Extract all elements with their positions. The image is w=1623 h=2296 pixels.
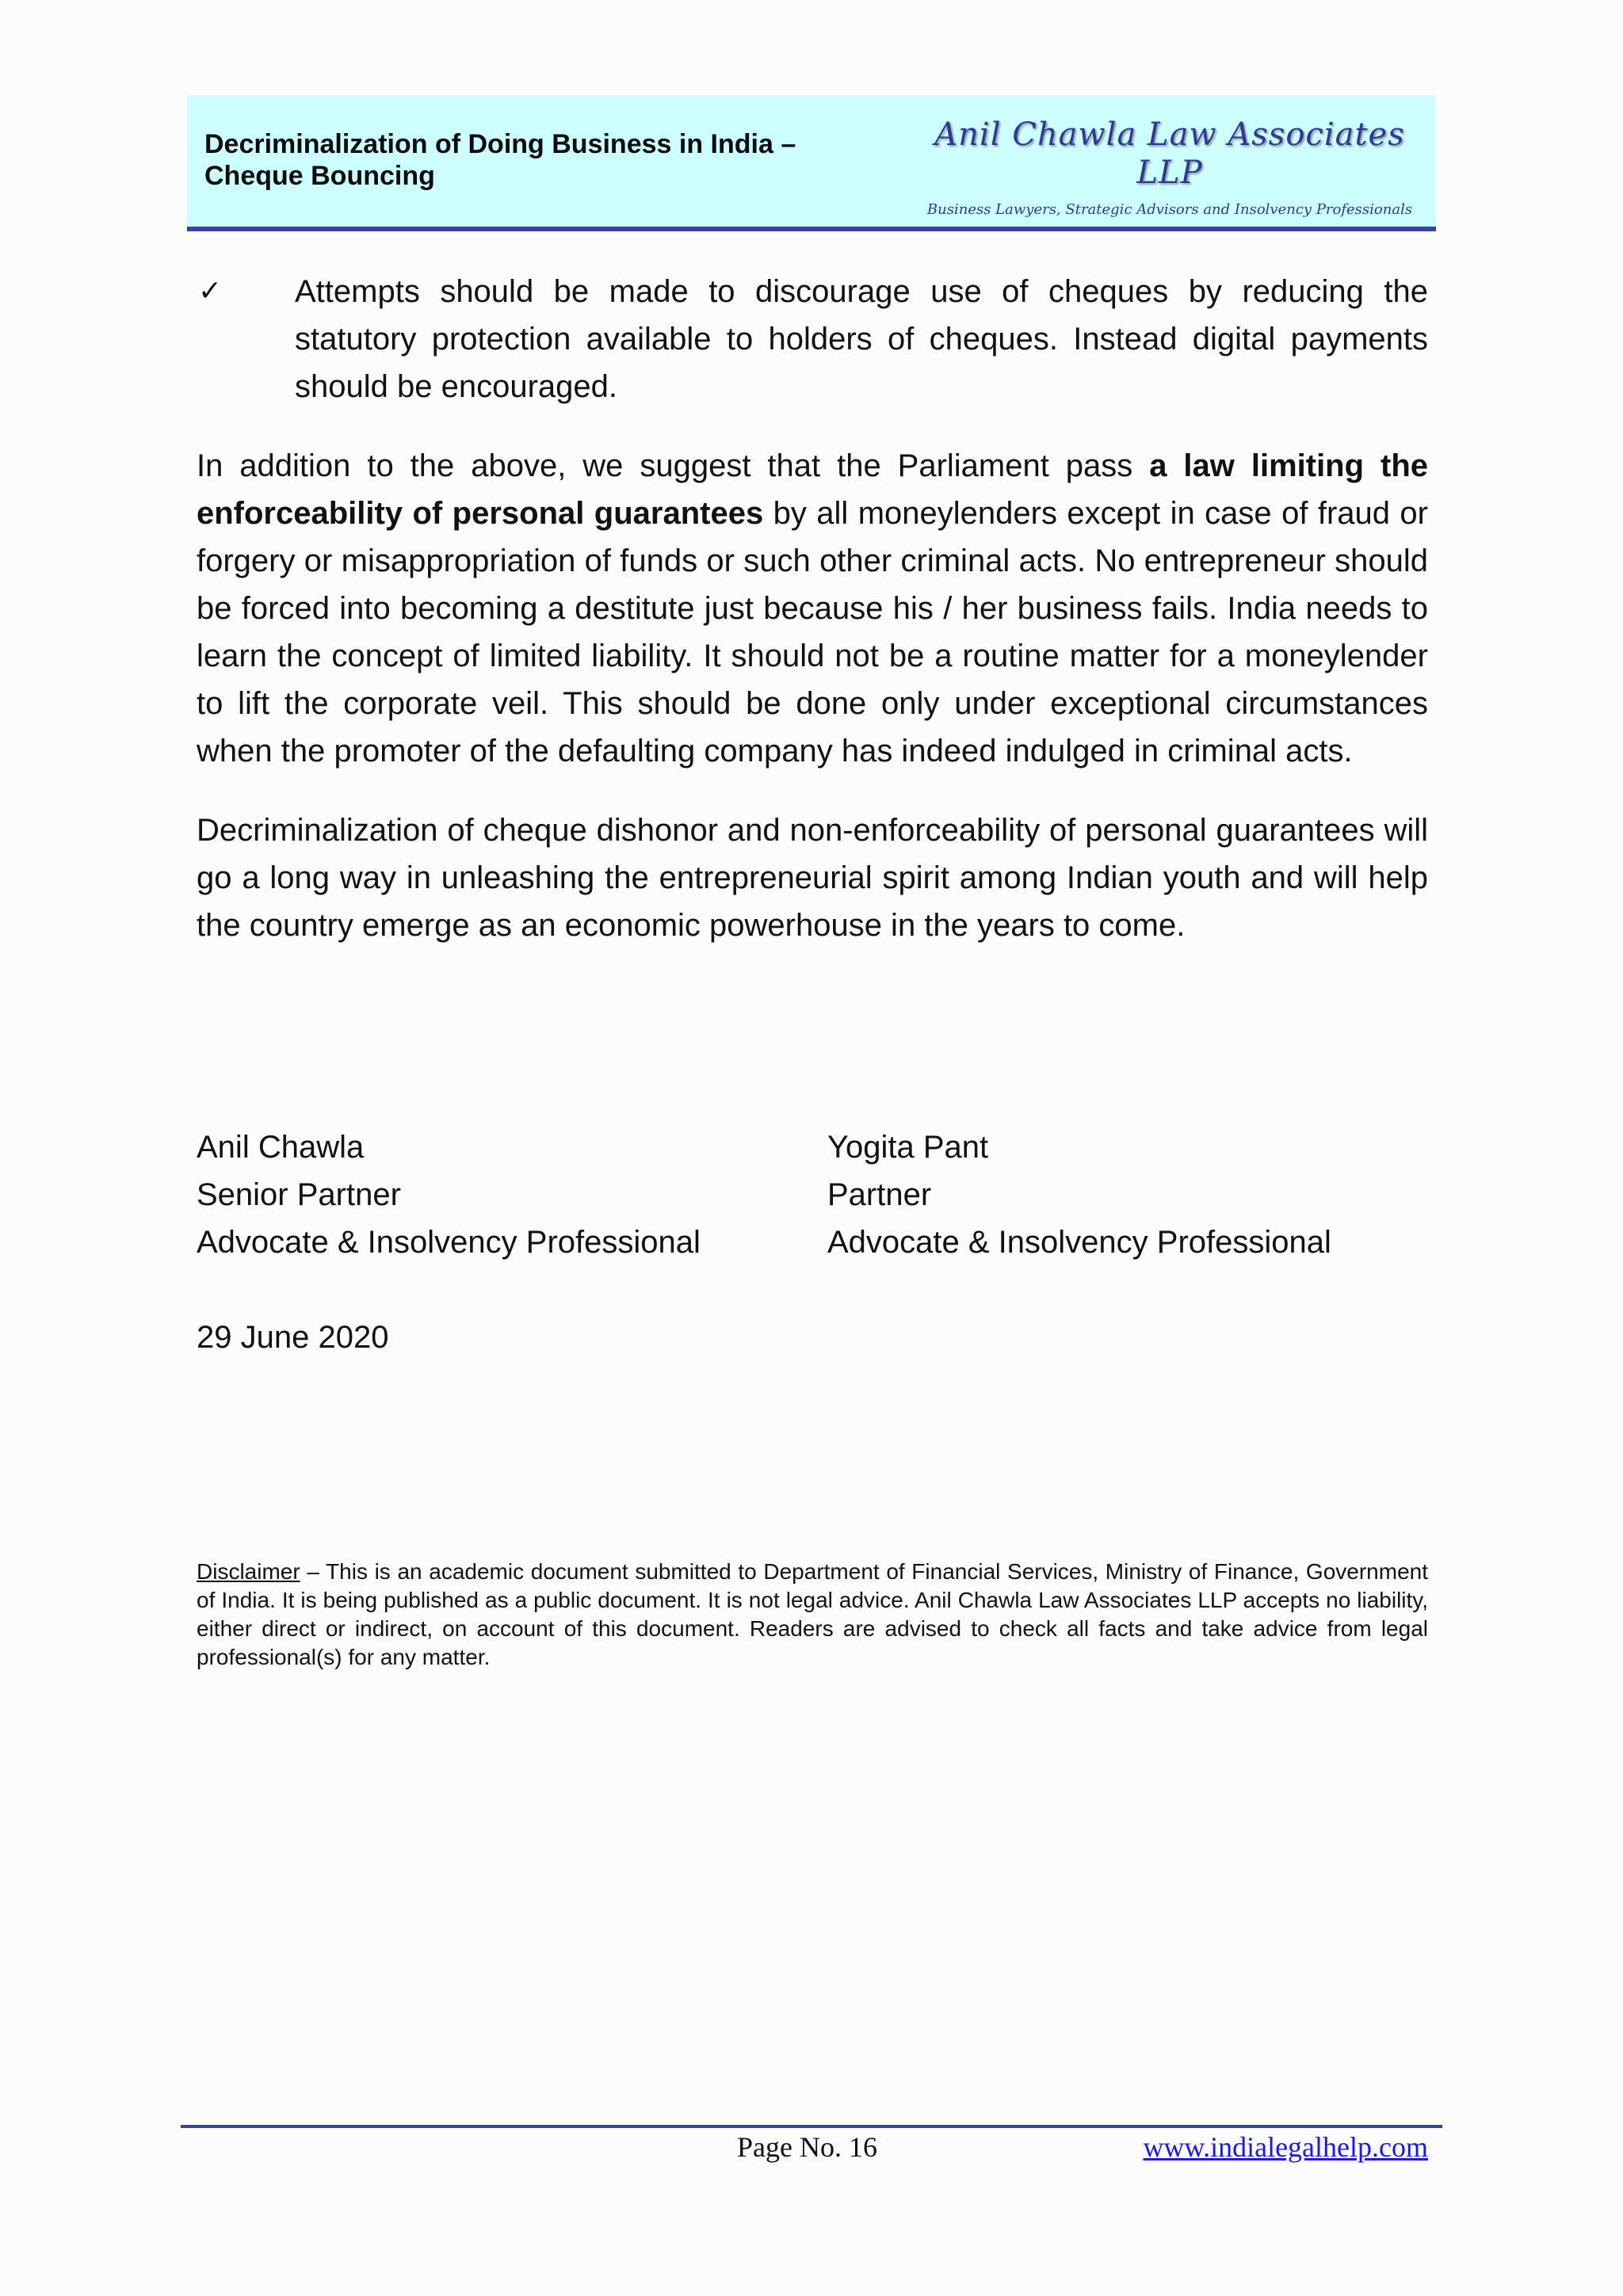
document-date: 29 June 2020 <box>197 1320 389 1355</box>
check-mark-icon: ✓ <box>198 275 223 307</box>
bullet-item <box>197 268 1428 410</box>
document-title-line2: Cheque Bouncing <box>204 161 435 191</box>
document-title-line1: Decriminalization of Doing Business in India – <box>204 129 796 159</box>
page-header <box>187 95 1436 231</box>
disclaimer <box>197 1558 1428 1672</box>
paragraph-conclusion: Decriminalization of cheque dishonor and non-enforceability of personal guarantees will go a long way in unleashing the entrepreneurial spirit among Indian youth and will help the country emerge as an economic powerhouse in the years to come. <box>197 813 1428 943</box>
firm-logo <box>924 116 1415 218</box>
signatory-designation: Advocate & Insolvency Professional <box>827 1225 1331 1260</box>
signatory-left <box>197 1123 701 1266</box>
paragraph-intro: In addition to the above, we suggest that the Parliament pass <box>197 448 1150 483</box>
paragraph-rest: by all moneylenders except in case of fraud or forgery or misappropriation of funds or such other criminal acts. No entrepreneur should be forced into becoming a destitute just because his / her business fails. India needs to learn the concept of limited liability. It should not be a routine matter for a moneylender to lift the corporate veil. This should be done only under exceptional circumstances when the promoter of the defaulting company has indeed indulged in criminal acts. <box>197 496 1428 769</box>
signatory-right <box>827 1123 1331 1266</box>
signatory-role: Senior Partner <box>197 1177 401 1212</box>
firm-logo-tagline: Business Lawyers, Strategic Advisors and Insolvency Professionals <box>926 201 1413 218</box>
signatory-role: Partner <box>827 1177 932 1212</box>
paragraph-personal-guarantees <box>197 442 1428 775</box>
page-number: Page No. 16 <box>737 2131 877 2163</box>
signatory-name: Yogita Pant <box>827 1130 989 1165</box>
document-title <box>204 128 838 192</box>
footer-divider <box>181 2125 1442 2128</box>
signatory-designation: Advocate & Insolvency Professional <box>197 1225 701 1260</box>
main-content <box>197 268 1428 949</box>
website-link[interactable]: www.indialegalhelp.com <box>1143 2131 1428 2163</box>
paragraph-bold-phrase: a law limiting the enforceability of personal guarantees <box>197 448 1428 531</box>
disclaimer-label: Disclaimer <box>197 1559 300 1584</box>
disclaimer-text: – This is an academic document submitted to Department of Financial Services, Ministry of Finance, Government of India. It is being published as a public document. It is not legal advice. Anil Chawla Law Associates LLP accepts no liability, either direct or indirect, on account of this document. Readers are advised to check all facts and take advice from legal professional(s) for any matter. <box>197 1559 1428 1669</box>
firm-logo-name: Anil Chawla Law Associates LLP <box>934 116 1405 191</box>
bullet-text: Attempts should be made to discourage use of cheques by reducing the statutory protection available to holders of cheques. Instead digital payments should be encouraged. <box>295 274 1428 404</box>
signatory-name: Anil Chawla <box>197 1130 365 1165</box>
